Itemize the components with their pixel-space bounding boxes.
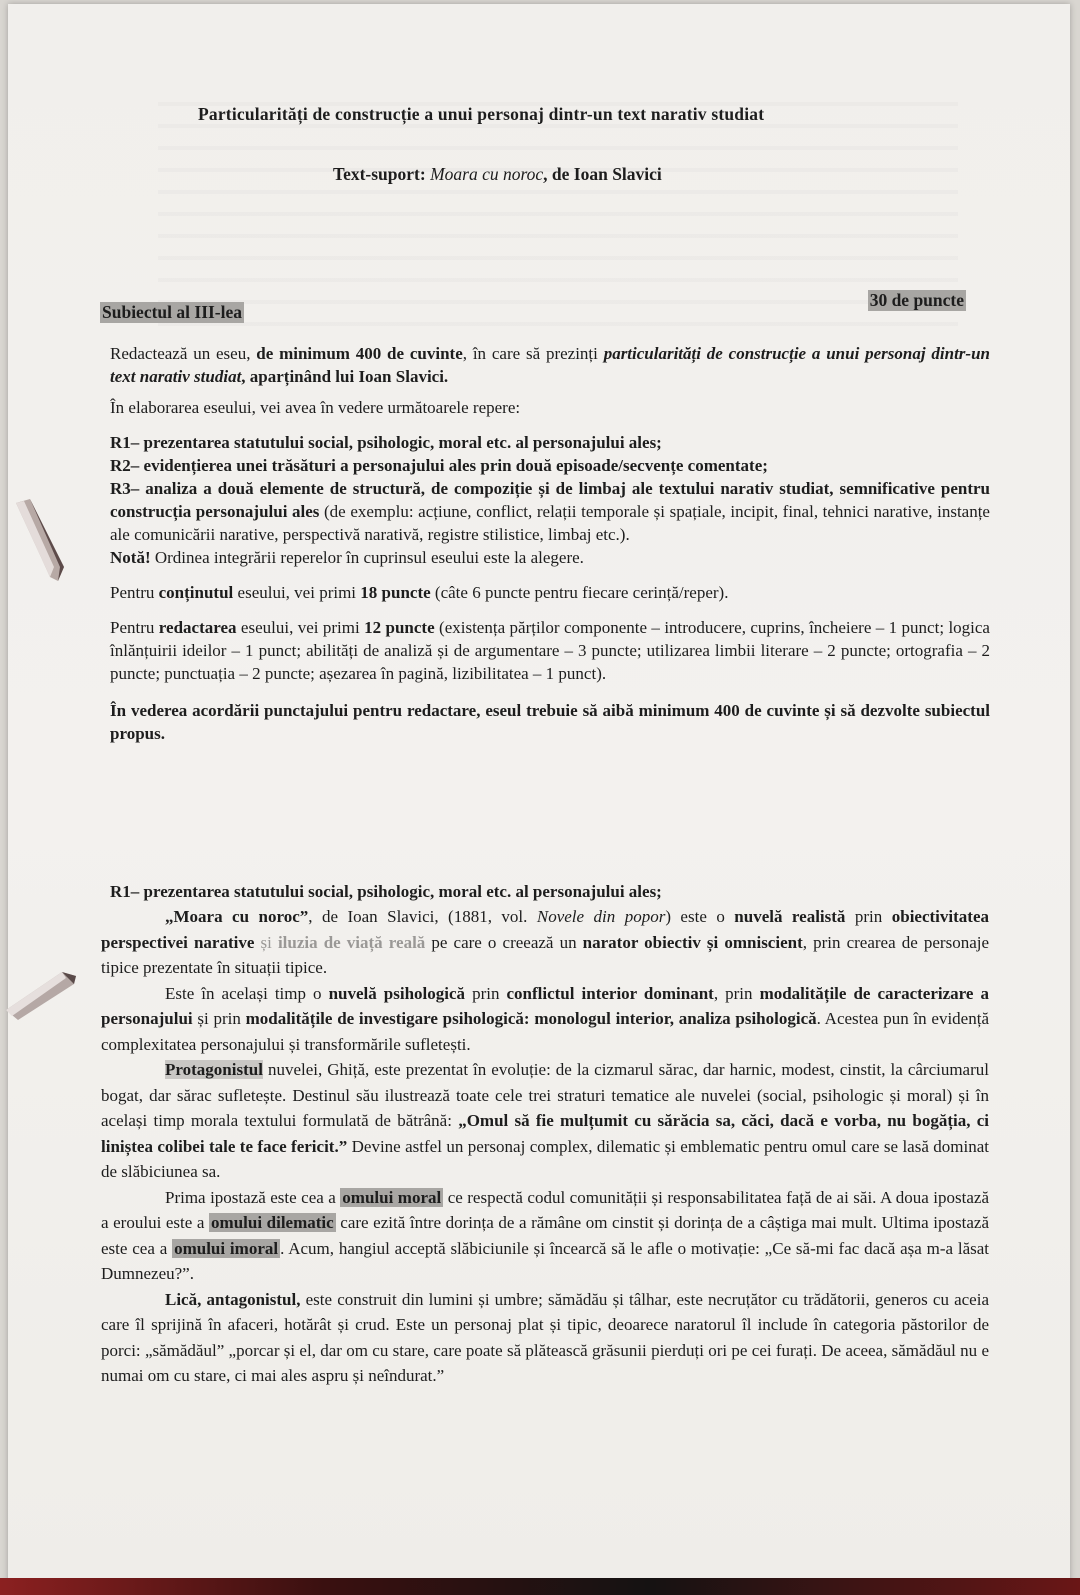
content-points [110,581,990,604]
redaction-bold: redactarea [158,618,237,637]
essay-text: Prima ipostază este cea a [165,1187,341,1207]
essay-text: și [254,932,278,952]
essay-highlight: omului moral [342,1187,442,1207]
task-instructions: În elaborarea eseului, vei avea în vedere următoarele repere: [110,398,521,417]
redaction-points [110,616,990,685]
essay-bold: conflictul interior dominant [506,983,714,1003]
essay-text: Este în același timp o [165,983,329,1003]
essay-bold: modalitățile de investigare psihologică: monologul interior, analiza psihologică [245,1009,817,1028]
essay-bold: modalitățile de caracterizare a personajului [101,983,989,1028]
content-bold: 18 puncte [360,583,431,602]
essay-paragraph-2 [101,981,989,1058]
task-emphasis: particularități de construcție a unui personaj dintr-un text narativ studiat [110,344,990,386]
essay-bold: nuvelă realistă [734,907,846,926]
content-text: Pentru [110,583,159,602]
essay-text: , prin crearea de personaje tipice prezentate în situații tipice. [101,932,990,977]
essay-bold: nuvelă psihologică [328,983,466,1003]
document-page [8,4,1070,1589]
essay-bold: iluzia de viață reală [277,932,426,952]
essay-italic: Novele din popor [536,907,666,926]
essay-bold: narator obiectiv și omniscient [582,932,803,952]
essay-text: pe care o creează un [425,932,583,952]
nota [110,546,990,569]
bottom-background-edge [0,1578,1080,1595]
content-text: eseului, vei primi [233,583,361,602]
essay-text: . Acum, hangiul acceptă slăbiciunile și încearcă să le afle o motivație: „Ce să-mi fac dacă așa m-a lăsat Dumnezeu?”. [101,1238,990,1283]
text-suport-author: , de Ioan Slavici [543,164,662,184]
essay-body [101,904,989,1389]
essay-paragraph-1 [101,904,989,981]
text-suport-work: Moara cu noroc [430,164,544,184]
essay-heading-block [110,880,990,903]
redaction-text: eseului, vei primi [236,618,365,637]
essay-bold: Lică, antagonistul, [165,1289,301,1309]
essay-text: prin [845,907,892,926]
text-suport-line [333,164,662,185]
text-suport-label: Text-suport: [333,164,426,184]
content-bold: conținutul [158,583,234,602]
reper-r1: R1– prezentarea statutului social, psihologic, moral etc. al personajului ales; [110,433,662,452]
points-label: 30 de puncte [869,290,964,310]
page-title: Particularități de construcție a unui personaj dintr-un text narativ studiat [198,104,765,124]
task-bold: , aparținând lui Ioan Slavici. [241,367,449,386]
reper-r3-bold: R3– analiza a două elemente de structură, de compoziție și de limbaj ale textului narativ studiat, semnificative pentru construcția personajului ales [110,479,990,521]
essay-paragraph-5 [101,1287,989,1389]
essay-bold: obiectivitatea perspectivei narative [101,907,989,952]
essay-text: prin [465,983,507,1003]
task-bold: de minimum 400 de cuvinte [256,344,463,363]
essay-highlight: omului dilematic [211,1213,334,1232]
task-block [110,342,990,745]
reper-r2: R2– evidențierea unei trăsături a personajului ales prin două episoade/secvențe comentate; [110,456,768,475]
essay-paragraph-3 [101,1057,989,1185]
reper-r3 [110,477,990,546]
redaction-text: (existența părților componente – introducere, cuprins, încheiere – 1 punct; logica înlănțuirii ideilor – 1 punct; abilități de analiză și de argumentare – 3 puncte; utilizarea limbii literare – 2 puncte; ortografia – 2 puncte; punctuația – 2 puncte; așezarea în pagină, lizibilitatea – 1 punct). [110,618,990,683]
task-text: Redactează un eseu, [110,344,257,363]
essay-text: , de Ioan Slavici, (1881, vol. [308,907,537,926]
essay-text: Devine astfel un personaj complex, dilematic și emblematic pentru omul care se lasă dominat de slăbiciunea sa. [101,1136,989,1181]
nota-text: Ordinea integrării reperelor în cuprinsul eseului este la alegere. [150,548,584,567]
essay-quote: „Omul să fie mulțumit cu sărăcia sa, căci, dacă e vorba, nu bogăția, ci liniștea colibei tale te face fericit.” [101,1111,989,1156]
reper-r3-text: (de exemplu: acțiune, conflict, relații temporale și spațiale, incipit, final, tehnici narative, instanțe ale comunicării narative, perspectivă narativă, registre stilistice, limbaj etc.). [110,502,990,544]
nota-label: Notă! [110,548,151,567]
essay-paragraph-4 [101,1185,989,1287]
binder-clip-bottom [4,966,79,1024]
binder-clip-top [10,497,68,583]
essay-highlight: omului imoral [174,1238,279,1258]
essay-text: ce respectă codul comunității și responsabilitatea față de ai săi. A doua ipostază a eroului este a [101,1187,989,1232]
task-text: , în care să prezinți [462,344,604,363]
essay-text: care ezită între dorința de a rămâne om cinstit și dorința de a câștiga mai mult. Ultima ipostază este cea a [101,1213,989,1258]
essay-highlight: Protagonistul [165,1060,263,1079]
final-requirement: În vederea acordării punctajului pentru redactare, eseul trebuie să aibă minimum 400 de cuvinte și să dezvolte subiectul propus. [110,701,990,743]
essay-text: . Acestea pun în evidență complexitatea personajului și transformările sufletești. [101,1009,989,1054]
essay-text: este construit din lumini și umbre; sămădău și tâlhar, este necruțător cu trădătorii, generos cu aceia care îl sprijină în afaceri, hotărât și crud. Este un personaj plat și tipic, deoarece naratorul îl include în categoria păstorilor de porci: „sămădăul” „porcar și el, dar om cu stare, care poate să plătească grăsunii pierduți ori pe cei furați. De aceea, sămădăul nu e numai om cu stare, ci mai ales aspru și neîndurat.” [101,1289,989,1385]
essay-bold: „Moara cu noroc” [165,907,309,926]
task-paragraph [110,342,990,388]
redaction-text: Pentru [110,618,159,637]
essay-text: nuvelei, Ghiță, este prezentat în evoluție: de la cizmarul sărac, dar harnic, modest, cinstit, la cârciumarul bogat, dar sărac sufletește. Destinul său ilustrează toate cele trei straturi tematice ale nuvelei (social, psihologic și moral) și în același timp morala textului formulată de bătrână: [101,1060,989,1130]
subject-label: Subiectul al III-lea [102,302,243,322]
essay-text: ) este o [665,907,735,926]
essay-heading: R1– prezentarea statutului social, psihologic, moral etc. al personajului ales; [110,882,662,901]
essay-text: și prin [192,1009,246,1028]
redaction-bold: 12 puncte [364,618,435,637]
content-text: (câte 6 puncte pentru fiecare cerință/reper). [430,583,729,602]
essay-text: , prin [713,983,760,1003]
